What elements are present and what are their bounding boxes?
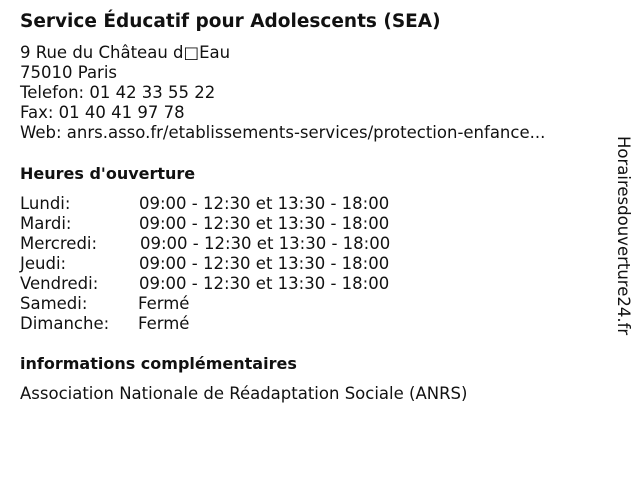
street-address: 9 Rue du Château d□Eau xyxy=(20,43,231,62)
day-label: Mardi: xyxy=(20,214,72,233)
opening-hours-heading: Heures d'ouverture xyxy=(20,164,196,183)
hours-value: 09:00 - 12:30 et 13:30 - 18:00 xyxy=(140,234,391,253)
additional-info-text: Association Nationale de Réadaptation Sociale (ANRS) xyxy=(20,384,468,403)
additional-info-heading: informations complémentaires xyxy=(20,354,297,373)
phone-number: Telefon: 01 42 33 55 22 xyxy=(20,83,216,102)
hours-value: Fermé xyxy=(138,294,190,313)
day-label: Mercredi: xyxy=(20,234,98,253)
hours-value: 09:00 - 12:30 et 13:30 - 18:00 xyxy=(139,274,390,293)
day-label: Dimanche: xyxy=(20,314,110,333)
hours-value: 09:00 - 12:30 et 13:30 - 18:00 xyxy=(139,254,390,273)
day-label: Samedi: xyxy=(20,294,88,313)
hours-value: Fermé xyxy=(138,314,190,333)
hours-value: 09:00 - 12:30 et 13:30 - 18:00 xyxy=(139,214,390,233)
day-label: Lundi: xyxy=(20,194,71,213)
hours-value: 09:00 - 12:30 et 13:30 - 18:00 xyxy=(139,194,390,213)
day-label: Vendredi: xyxy=(20,274,99,293)
fax-number: Fax: 01 40 41 97 78 xyxy=(20,103,185,122)
day-label: Jeudi: xyxy=(20,254,67,273)
postal-city: 75010 Paris xyxy=(20,63,118,82)
website-link: Web: anrs.asso.fr/etablissements-services/protection-enfance... xyxy=(20,123,546,142)
address-block xyxy=(20,43,545,143)
page-title: Service Éducatif pour Adolescents (SEA) xyxy=(20,11,441,32)
site-brand: Horairesdouverture24.fr xyxy=(614,136,633,336)
